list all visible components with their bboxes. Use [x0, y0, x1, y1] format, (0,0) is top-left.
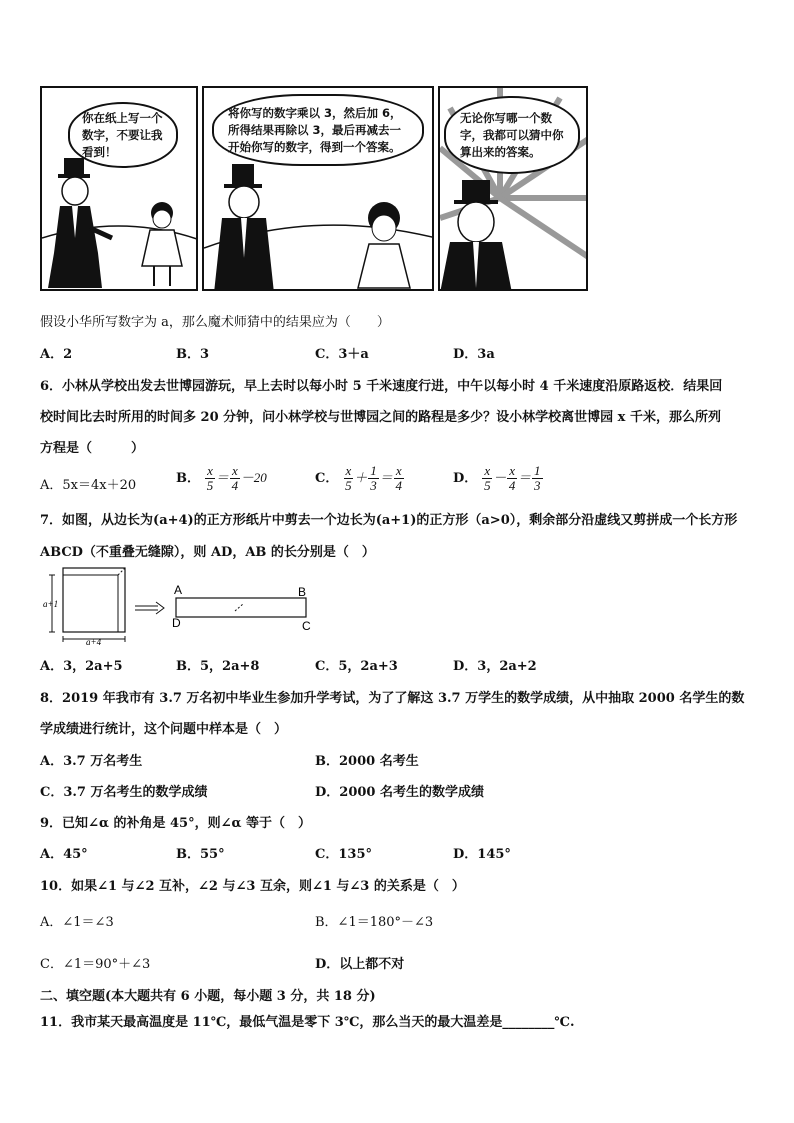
q6-option-a: A．5x＝4x＋20 [40, 478, 137, 493]
q8-line-1: 8．2019 年我市有 3.7 万名初中毕业生参加升学考试，为了了解这 3.7 万学生的数学成绩，从中抽取 2000 名学生的数 [40, 691, 745, 706]
q9-option-a: A．45° [40, 847, 88, 862]
side-label: a+1 [43, 599, 59, 609]
comic-panel-3 [438, 86, 588, 291]
q10-option-a: A．∠1＝∠3 [40, 915, 114, 930]
speech-bubble-1: 你在纸上写一个数字，不要让我看到！ [68, 102, 178, 168]
q9-option-d: D．145° [453, 847, 511, 862]
q7-option-b: B．5，2a+8 [176, 659, 260, 674]
comic-panel-1 [40, 86, 198, 291]
q7-option-a: A．3，2a+5 [40, 659, 123, 674]
q8-line-2: 学成绩进行统计，这个问题中样本是（ ） [40, 722, 288, 737]
q5-option-c: C．3＋a [315, 347, 369, 362]
q10-stem: 10．如果∠1 与∠2 互补，∠2 与∠3 互余，则∠1 与∠3 的关系是（ ） [40, 879, 465, 894]
q5-option-a: A．2 [40, 347, 73, 362]
q7-option-c: C．5，2a+3 [315, 659, 398, 674]
q9-option-c: C．135° [315, 847, 372, 862]
speech-bubble-2: 将你写的数字乘以 3，然后加 6，所得结果再除以 3，最后再减去一开始你写的数字，得到一个答案。 [212, 94, 424, 166]
q6-option-b: B． $\frac{x}{5}$ ＝ $\frac{x}{4}$ －20 [176, 463, 267, 493]
outer-square [63, 568, 125, 632]
q10-option-c: C．∠1＝90°＋∠3 [40, 957, 151, 972]
q6-line-3: 方程是（ ） [40, 441, 145, 456]
bottom-label: a+4 [86, 637, 102, 646]
q5-stem: 假设小华所写数字为 a，那么魔术师猜中的结果应为（ ） [40, 315, 390, 330]
q6-line-1: 6．小林从学校出发去世博园游玩，早上去时以每小时 5 千米速度行进，中午以每小时 4 千米速度沿原路返校．结果回 [40, 379, 723, 394]
q10-option-d: D．以上都不对 [315, 957, 405, 972]
section-2-heading: 二、填空题(本大题共有 6 小题，每小题 3 分，共 18 分) [40, 989, 376, 1004]
fraction: $\frac{1}{3}$ [534, 463, 541, 493]
magic-comic [40, 86, 588, 293]
q6-option-d: D． $\frac{x}{5}$ － $\frac{x}{4}$ ＝ $\frac{1}{3}$ [453, 463, 541, 493]
fraction: $\frac{x}{5}$ [345, 463, 352, 493]
q7-line-2: ABCD（不重叠无缝隙），则 AD，AB 的长分别是（ ） [40, 545, 375, 560]
label-c: C [302, 619, 311, 633]
q9-option-b: B．55° [176, 847, 225, 862]
fraction: $\frac{x}{4}$ [395, 463, 402, 493]
q7-figure [40, 562, 330, 646]
q5-option-b: B．3 [176, 347, 210, 362]
q6-option-c-label: C． [315, 471, 339, 486]
label-a: A [174, 583, 183, 597]
q8-option-a: A．3.7 万名考生 [40, 754, 143, 769]
q7-option-d: D．3，2a+2 [453, 659, 537, 674]
q11-stem: 11．我市某天最高温度是 11℃，最低气温是零下 3℃，那么当天的最大温差是________℃. [40, 1015, 575, 1030]
q9-stem: 9．已知∠α 的补角是 45°，则∠α 等于（ ） [40, 816, 312, 831]
q8-option-c: C．3.7 万名考生的数学成绩 [40, 785, 208, 800]
fraction: $\frac{x}{4}$ [508, 463, 516, 493]
q10-option-b: B．∠1＝180°－∠3 [315, 915, 434, 930]
q6-option-d-label: D． [453, 471, 478, 486]
fraction: $\frac{1}{3}$ [370, 463, 377, 493]
arrow-icon [135, 602, 164, 614]
fraction: $\frac{x}{4}$ [231, 463, 239, 493]
fraction: $\frac{x}{5}$ [206, 463, 214, 493]
q6-option-b-label: B． [176, 471, 200, 486]
q5-option-d: D．3a [453, 347, 495, 362]
rectangle-abcd [176, 598, 306, 617]
q6-line-2: 校时间比去时所用的时间多 20 分钟，问小林学校与世博园之间的路程是多少？设小林学校离世博园 x 千米，那么所列 [40, 410, 721, 425]
label-d: D [172, 616, 181, 630]
q8-option-b: B．2000 名考生 [315, 754, 419, 769]
q6-option-c: C． $\frac{x}{5}$ ＋ $\frac{1}{3}$ ＝ $\frac{x}{4}$ [315, 463, 402, 493]
fraction: $\frac{x}{5}$ [484, 463, 491, 493]
speech-bubble-3: 无论你写哪一个数字，我都可以猜中你算出来的答案。 [444, 96, 580, 174]
q8-option-d: D．2000 名考生的数学成绩 [315, 785, 484, 800]
label-b: B [298, 585, 307, 599]
q7-line-1: 7．如图，从边长为(a+4)的正方形纸片中剪去一个边长为(a+1)的正方形（a>0），剩余部分沿虚线又剪拼成一个长方形 [40, 513, 738, 528]
comic-panel-2 [202, 86, 434, 291]
inner-square [63, 575, 118, 632]
